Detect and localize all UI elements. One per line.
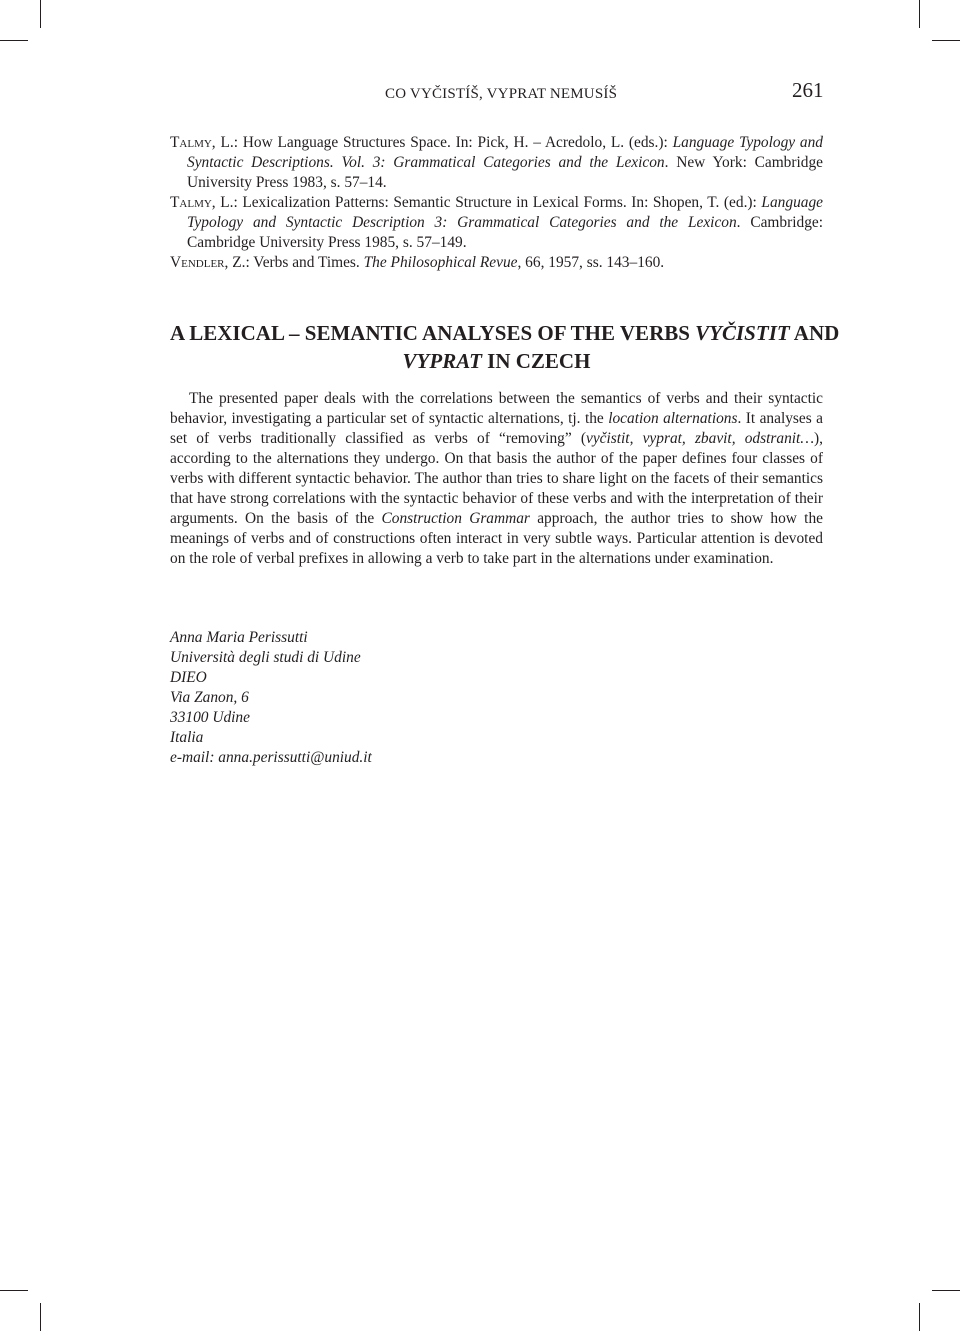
author-city: 33100 Udine xyxy=(170,709,250,726)
abstract-term: location alternations xyxy=(608,410,738,427)
abstract-term: vyčistit, vyprat, zbavit, odstranit… xyxy=(585,430,815,447)
abstract-text: ), according to the alternations they undergo. On that basis the author of the paper defines four classes of verbs with different syntactic behavior. The author than tries to share light on the facets of their semantics that have strong correlations with the syntactic behavior of these verbs and with the interpretation of their arguments. On the basis of the xyxy=(170,430,823,527)
reference-text: : Verbs and Times. xyxy=(245,254,364,271)
title-line xyxy=(170,347,823,375)
crop-mark xyxy=(932,40,960,41)
abstract-text: . It analyses a set of verbs traditionally classified as verbs of “removing” ( xyxy=(170,410,824,447)
author-name: Anna Maria Perissutti xyxy=(170,629,308,646)
title-text: A LEXICAL – SEMANTIC ANALYSES OF THE VERBS xyxy=(170,321,696,345)
crop-mark xyxy=(0,1290,28,1291)
author-email: e-mail: anna.perissutti@uniud.it xyxy=(170,749,372,766)
crop-mark xyxy=(40,1303,41,1331)
title-verb: VYČISTIT xyxy=(695,321,790,345)
abstract-term: Construction Grammar xyxy=(381,510,530,527)
reference-author: Talmy, L. xyxy=(170,194,234,211)
abstract-text: The presented paper deals with the correlations between the semantics of verbs and their syntactic behavior, investigating a particular set of syntactic alternations, tj. the xyxy=(170,390,823,427)
reference-source: The Philosophical Revue xyxy=(363,254,518,271)
abstract-text: approach, the author tries to show how the meanings of verbs and of constructions often interact in very subtle ways. Particular attention is devoted on the role of verbal prefixes in allowing a verb to take part in the alternations under examination. xyxy=(170,510,823,567)
running-title: CO VYČISTÍŠ, VYPRAT NEMUSÍŠ xyxy=(385,86,618,102)
reference-source: Language Typology and Syntactic Description 3: Grammatical Categories and the Lexicon xyxy=(187,194,823,231)
reference-author: Talmy, L. xyxy=(170,134,234,151)
reference-item xyxy=(170,193,823,253)
crop-mark xyxy=(932,1290,960,1291)
title-text: IN CZECH xyxy=(481,349,591,373)
crop-mark xyxy=(40,0,41,28)
reference-author: Vendler, Z. xyxy=(170,254,246,271)
reference-source: Language Typology and Syntactic Descriptions. Vol. 3: Grammatical Categories and the Lexicon xyxy=(187,134,824,171)
page-number: 261 xyxy=(792,78,824,102)
reference-tail: , 66, 1957, ss. 143–160. xyxy=(517,254,665,271)
crop-mark xyxy=(919,0,920,28)
reference-text: : Lexicalization Patterns: Semantic Structure in Lexical Forms. In: Shopen, T. (ed.): xyxy=(233,194,762,211)
author-street: Via Zanon, 6 xyxy=(170,689,249,706)
abstract xyxy=(170,389,823,569)
crop-mark xyxy=(919,1303,920,1331)
title-line xyxy=(170,319,840,347)
author-university: Università degli studi di Udine xyxy=(170,649,361,666)
crop-mark xyxy=(0,40,28,41)
reference-tail: . Cambridge: Cambridge University Press 1985, s. 57–149. xyxy=(187,214,823,251)
reference-tail: . New York: Cambridge University Press 1983, s. 57–14. xyxy=(187,154,823,191)
reference-item xyxy=(170,133,823,193)
article-title xyxy=(170,319,840,375)
author-country: Italia xyxy=(170,729,204,746)
reference-text: : How Language Structures Space. In: Pick, H. – Acredolo, L. (eds.): xyxy=(233,134,673,151)
title-verb: VYPRAT xyxy=(402,349,482,373)
references xyxy=(170,133,823,273)
author-department: DIEO xyxy=(170,669,207,686)
author-address xyxy=(170,628,372,768)
reference-item xyxy=(170,253,823,273)
title-text: AND xyxy=(789,321,840,345)
